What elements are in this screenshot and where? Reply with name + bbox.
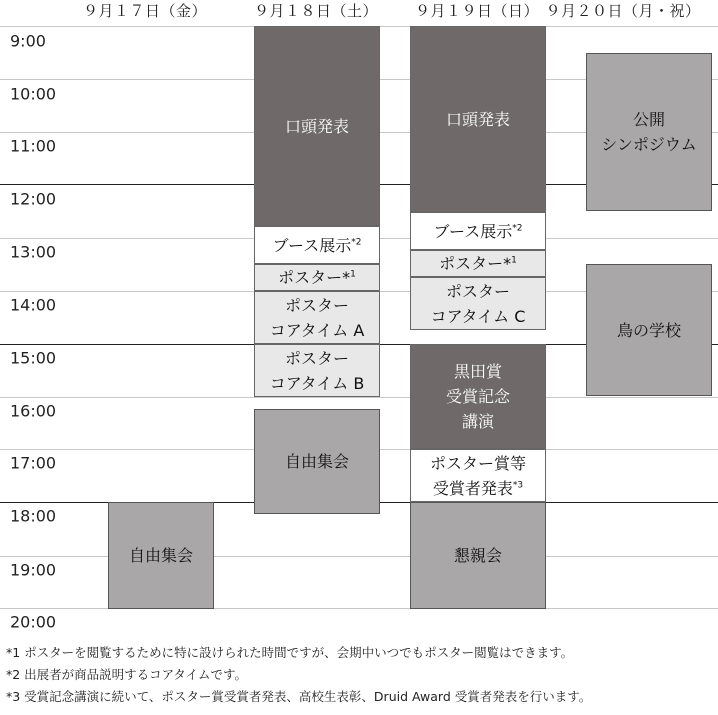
- session-label-text: ブース展示: [272, 235, 352, 255]
- time-label: 9:00: [10, 31, 46, 51]
- day-header-sat: ９月１８日（土）: [253, 2, 378, 20]
- time-label: 16:00: [10, 401, 57, 421]
- session-mon-public-symposium: [586, 53, 712, 211]
- session-label-text: ポスター*: [439, 254, 512, 273]
- footnote-mark: *2: [512, 223, 523, 234]
- session-sun-kuroda-award-lecture: [410, 344, 546, 449]
- session-sat-oral: [254, 26, 380, 226]
- session-label: 鳥の学校: [616, 320, 681, 340]
- session-label: [439, 251, 517, 276]
- footnote-1: *1 ポスターを閲覧するために特に設けられた時間ですが、会期中いつでもポスター閲覧はできます。: [6, 645, 574, 660]
- day-header-fri: ９月１７日（金）: [82, 2, 207, 20]
- session-sun-booth: [410, 212, 546, 250]
- time-label: 10:00: [10, 84, 57, 104]
- session-sat-poster-core-b: [254, 344, 380, 397]
- session-label: 自由集会: [284, 452, 349, 471]
- session-label: [278, 265, 356, 290]
- footnote-mark: 1: [511, 255, 517, 266]
- session-sat-poster: [254, 264, 380, 291]
- session-label-text: ポスター*: [278, 268, 351, 287]
- session-fri-free-meeting: [108, 502, 214, 609]
- footnote-mark: 1: [350, 269, 356, 280]
- session-label: ポスター コアタイム B: [269, 348, 365, 393]
- session-sun-poster-core-c: [410, 277, 546, 330]
- footnotes: [6, 642, 591, 708]
- session-label: 口頭発表: [284, 116, 349, 136]
- session-sun-poster: [410, 250, 546, 277]
- session-sun-oral: [410, 26, 546, 212]
- time-label: 19:00: [10, 560, 57, 580]
- session-mon-bird-school: [586, 264, 712, 396]
- session-label: 懇親会: [453, 546, 502, 565]
- footnote-mark: *2: [351, 237, 362, 248]
- session-sun-reception: [410, 502, 546, 609]
- footnote-mark: *3: [512, 480, 524, 491]
- time-label: 20:00: [10, 612, 57, 632]
- time-label: 18:00: [10, 506, 57, 526]
- time-label: 17:00: [10, 453, 57, 473]
- time-label: 13:00: [10, 242, 57, 262]
- session-label: [430, 451, 526, 501]
- session-label-text: ポスター賞等 受賞者発表: [429, 453, 526, 498]
- day-header-sun: ９月１９日（日）: [414, 2, 539, 20]
- time-label: 15:00: [10, 348, 57, 368]
- session-label: [434, 219, 523, 244]
- footnote-3: *3 受賞記念講演に続いて、ポスター賞受賞者発表、高校生表彰、Druid Award 受賞者発表を行います。: [6, 689, 592, 704]
- footnote-2: *2 出展者が商品説明するコアタイムです。: [6, 667, 248, 682]
- session-label: [273, 233, 362, 258]
- hour-line-1600: [0, 397, 718, 398]
- session-label-text: ブース展示: [433, 221, 513, 241]
- time-label: 14:00: [10, 295, 57, 315]
- session-label: ポスター コアタイム A: [269, 295, 365, 340]
- session-sat-poster-core-a: [254, 291, 380, 344]
- time-label: 11:00: [10, 136, 57, 156]
- session-sat-free-meeting: [254, 409, 380, 514]
- session-label: ポスター コアタイム C: [430, 281, 526, 326]
- session-label: 公開 シンポジウム: [601, 110, 697, 154]
- session-label: 黒田賞 受賞記念 講演: [445, 362, 510, 431]
- session-sat-booth: [254, 226, 380, 264]
- time-label: 12:00: [10, 189, 57, 209]
- session-label: 自由集会: [128, 546, 193, 565]
- session-label: 口頭発表: [445, 109, 510, 129]
- session-sun-poster-award: [410, 449, 546, 502]
- day-header-mon: ９月２０日（月・祝）: [545, 2, 701, 20]
